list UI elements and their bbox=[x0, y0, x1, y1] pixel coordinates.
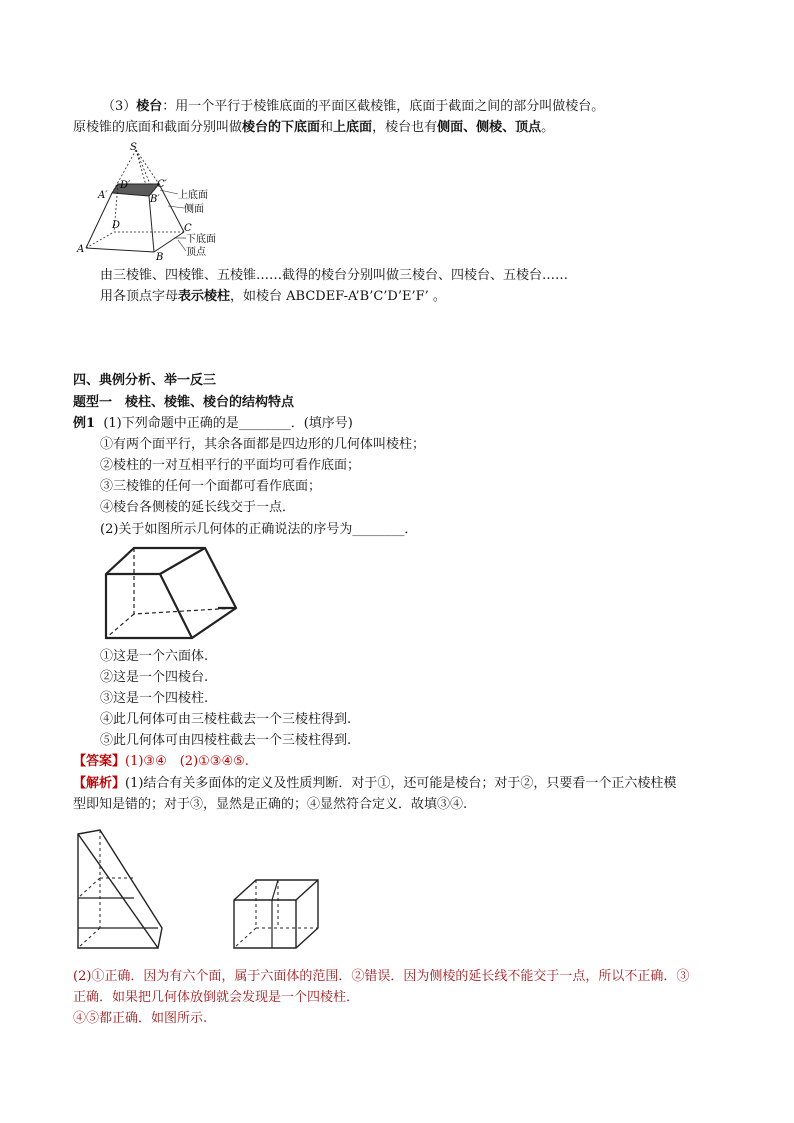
q2-option: ①这是一个六面体. bbox=[100, 649, 209, 664]
explanation-line-1: (2)①正确．因为有六个面，属于六面体的范围．②错误．因为侧棱的延长线不能交于一点，所以不正确．③ bbox=[73, 969, 690, 984]
q2-option: ②这是一个四棱台. bbox=[100, 670, 209, 685]
outline bbox=[234, 880, 318, 948]
q2-option: ④此几何体可由三棱柱截去一个三棱柱得到. bbox=[100, 712, 352, 727]
front-edges bbox=[234, 900, 296, 948]
vertex-label-b: B bbox=[156, 252, 164, 263]
example1-question2: (2)关于如图所示几何体的正确说法的序号为________． bbox=[100, 522, 418, 537]
text-segment: ，棱台也有 bbox=[372, 120, 438, 135]
hidden-edges bbox=[256, 880, 318, 928]
term-lower-base: 棱台的下底面 bbox=[242, 120, 321, 135]
hidden-edge bbox=[234, 928, 256, 948]
pentagonal-solid-figure bbox=[100, 542, 250, 644]
text-segment: 和 bbox=[320, 120, 334, 135]
hidden-edge bbox=[78, 928, 100, 948]
answer-text: (1)③④ (2)①③④⑤. bbox=[125, 754, 249, 769]
top-edge bbox=[160, 548, 205, 574]
question-type-heading: 题型一 棱柱、棱锥、棱台的结构特点 bbox=[73, 395, 295, 410]
callout-vertex: 顶点 bbox=[186, 247, 206, 258]
q1-option: ③三棱锥的任何一个面都可看作底面； bbox=[100, 479, 322, 494]
vertex-label-s: S bbox=[130, 142, 137, 153]
answer-line bbox=[73, 753, 249, 771]
analysis-line-1 bbox=[73, 775, 676, 793]
term-frustum: 棱台 bbox=[136, 99, 163, 114]
section-heading: 四、典例分析、举一反三 bbox=[73, 373, 217, 388]
definition-text: ：用一个平行于棱锥底面的平面区截棱锥，底面于截面之间的部分叫做棱台。 bbox=[162, 99, 605, 114]
analysis-text: (1)结合有关多面体的定义及性质判断．对于①，还可能是棱台；对于②，只要看一个正六棱柱模 bbox=[125, 776, 677, 791]
apex-edge bbox=[136, 150, 159, 184]
q1-option: ④棱台各侧棱的延长线交于一点． bbox=[100, 500, 296, 515]
explanation-line-2: 正确．如果把几何体放倒就会发现是一个四棱柱． bbox=[73, 990, 360, 1005]
top-edge bbox=[296, 880, 318, 900]
vertex-label-a1: A′ bbox=[98, 190, 108, 201]
analysis-tag: 【解析】 bbox=[73, 776, 126, 791]
answer-tag: 【答案】 bbox=[73, 754, 126, 769]
prism-cut-figure-2 bbox=[230, 876, 324, 952]
analysis-line-2: 型即知是错的；对于③，显然是正确的；④显然符合定义．故填③④. bbox=[73, 797, 468, 812]
vertex-label-d1: D′ bbox=[120, 180, 131, 191]
callout-upper-base: 上底面 bbox=[178, 190, 208, 201]
frustum-naming-line: 由三棱锥、四棱锥、五棱锥……截得的棱台分别叫做三棱台、四棱台、五棱台…… bbox=[100, 268, 569, 283]
term-upper-base: 上底面 bbox=[333, 120, 373, 135]
q1-option: ②棱柱的一对互相平行的平面均可看作底面； bbox=[100, 458, 361, 473]
text-segment: 原棱锥的底面和截面分别叫做 bbox=[73, 120, 243, 135]
term-notation: 表示棱柱 bbox=[178, 289, 231, 304]
hidden-edge bbox=[106, 614, 134, 638]
question-text: (1)下列命题中正确的是________．(填序号) bbox=[103, 416, 353, 431]
hidden-edge bbox=[78, 878, 100, 898]
leader-line bbox=[168, 206, 184, 208]
callout-lateral-face: 侧面 bbox=[184, 204, 204, 215]
front-diagonal bbox=[78, 834, 158, 948]
q2-option: ⑤此几何体可由四棱柱截去一个三棱柱得到. bbox=[100, 733, 352, 748]
prism-cut-figure bbox=[74, 826, 170, 950]
hidden-edges bbox=[134, 548, 236, 614]
vertex-label-d: D bbox=[112, 220, 121, 231]
example-label: 例1 bbox=[73, 416, 96, 431]
outline bbox=[78, 830, 162, 948]
base-edge bbox=[86, 248, 154, 252]
lateral-edge bbox=[86, 193, 112, 248]
callout-lower-base: 下底面 bbox=[186, 234, 216, 245]
text-segment: 用各顶点字母 bbox=[100, 289, 179, 304]
vertex-label-a: A bbox=[77, 244, 85, 255]
front-edges bbox=[106, 574, 192, 638]
q1-option: ①有两个面平行，其余各面都是四边形的几何体叫棱柱； bbox=[100, 437, 426, 452]
text-segment: 。 bbox=[541, 120, 555, 135]
item-number: （3） bbox=[102, 99, 137, 114]
cut-edge bbox=[272, 880, 278, 900]
q2-option: ③这是一个四棱柱. bbox=[100, 691, 209, 706]
leader-line bbox=[178, 240, 186, 251]
example1-question1 bbox=[73, 415, 353, 433]
vertex-label-c1: C′ bbox=[157, 179, 167, 190]
frustum-notation-line bbox=[100, 288, 446, 306]
text-segment: ，如棱台 ABCDEF-A’B’C’D’E’F’ 。 bbox=[230, 289, 446, 304]
outer-outline bbox=[106, 548, 236, 638]
vertex-label-b1: B′ bbox=[150, 194, 160, 205]
term-side-parts: 侧面、侧棱、顶点 bbox=[437, 120, 542, 135]
frustum-definition-line bbox=[102, 98, 604, 116]
frustum-faces-line bbox=[73, 119, 554, 137]
frustum-figure bbox=[74, 140, 234, 265]
explanation-line-3: ④⑤都正确．如图所示. bbox=[73, 1011, 208, 1026]
vertex-label-c: C bbox=[184, 223, 192, 234]
